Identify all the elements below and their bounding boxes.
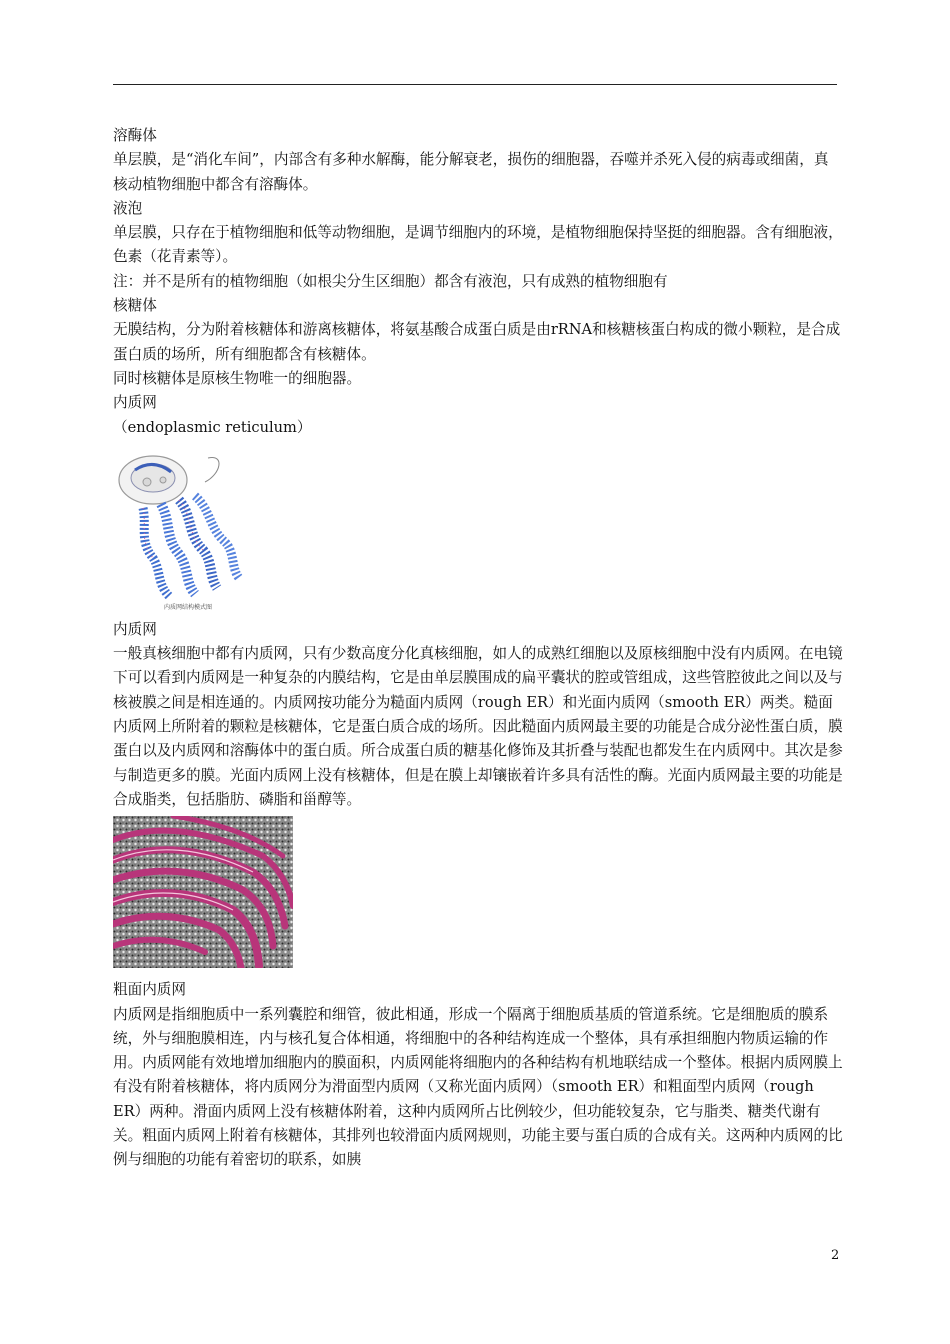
section-rough-er: [113, 978, 843, 1172]
section-heading: 液泡: [113, 199, 143, 217]
section-heading: 粗面内质网: [113, 981, 186, 999]
paragraph: 单层膜，是“消化车间”，内部含有多种水解酶，能分解衰老，损伤的细胞器，吞噬并杀死入侵的病毒或细菌，真核动植物细胞中都含有溶酶体。: [113, 151, 829, 193]
paragraph: 同时核糖体是原核生物唯一的细胞器。: [113, 369, 362, 387]
paragraph: 单层膜，只存在于植物细胞和低等动物细胞，是调节细胞内的环境，是植物细胞保持坚挺的细胞器。含有细胞液，色素（花青素等）。: [113, 224, 843, 266]
paragraph: 无膜结构，分为附着核糖体和游离核糖体，将氨基酸合成蛋白质是由rRNA和核糖核蛋白构成的微小颗粒，是合成蛋白质的场所，所有细胞都含有核糖体。: [113, 321, 841, 363]
section-er-title: [113, 391, 843, 440]
section-vacuole: [113, 197, 843, 294]
section-ribosome: [113, 294, 843, 391]
section-lysosome: [113, 124, 843, 197]
english-name: （endoplasmic reticulum）: [113, 418, 312, 436]
section-heading: 内质网: [113, 620, 157, 638]
er-structure-diagram: [113, 446, 263, 614]
section-heading: 内质网: [113, 394, 157, 412]
figure-caption: 内质网结构模式图: [163, 603, 213, 611]
page-number: 2: [831, 1248, 840, 1263]
paragraph: 一般真核细胞中都有内质网，只有少数高度分化真核细胞，如人的成熟红细胞以及原核细胞中没有内质网。在电镜下可以看到内质网是一种复杂的内膜结构，它是由单层膜围成的扁平囊状的腔或管组成，这些管腔彼此之间以及与核被膜之间是相连通的。内质网按功能分为糙面内质网（rough ER）和光面内质网（smooth ER）两类。糙面内质网上所附着的颗粒是核糖体，它是蛋白质合成的场所。因此糙面内质网最主要的功能是合成分泌性蛋白质，膜蛋白以及内质网和溶酶体中的蛋白质。所合成蛋白质的糖基化修饰及其折叠与装配也都发生在内质网中。其次是参与制造更多的膜。光面内质网上没有核糖体，但是在膜上却镶嵌着许多具有活性的酶。光面内质网最主要的功能是合成脂类，包括脂肪、磷脂和甾醇等。: [113, 645, 843, 808]
section-er: [113, 618, 843, 812]
paragraph: 内质网是指细胞质中一系列囊腔和细管，彼此相通，形成一个隔离于细胞质基质的管道系统。它是细胞质的膜系统，外与细胞膜相连，内与核孔复合体相通，将细胞中的各种结构连成一个整体，具有承担细胞内物质运输的作用。内质网能有效地增加细胞内的膜面积，内质网能将细胞内的各种结构有机地联结成一个整体。根据内质网膜上有没有附着核糖体，将内质网分为滑面型内质网（又称光面内质网）（smooth ER）和粗面型内质网（rough ER）两种。滑面内质网上没有核糖体附着，这种内质网所占比例较少，但功能较复杂，它与脂类、糖类代谢有关。粗面内质网上附着有核糖体，其排列也较滑面内质网规则，功能主要与蛋白质的合成有关。这两种内质网的比例与细胞的功能有着密切的联系，如胰: [113, 1005, 843, 1169]
section-heading: 溶酶体: [113, 127, 157, 144]
header-rule: [113, 84, 837, 85]
note-paragraph: 注：并不是所有的植物细胞（如根尖分生区细胞）都含有液泡，只有成熟的植物细胞有: [113, 272, 668, 290]
section-heading: 核糖体: [113, 297, 157, 315]
rough-er-micrograph: [113, 816, 293, 968]
document-body: [113, 124, 843, 1173]
